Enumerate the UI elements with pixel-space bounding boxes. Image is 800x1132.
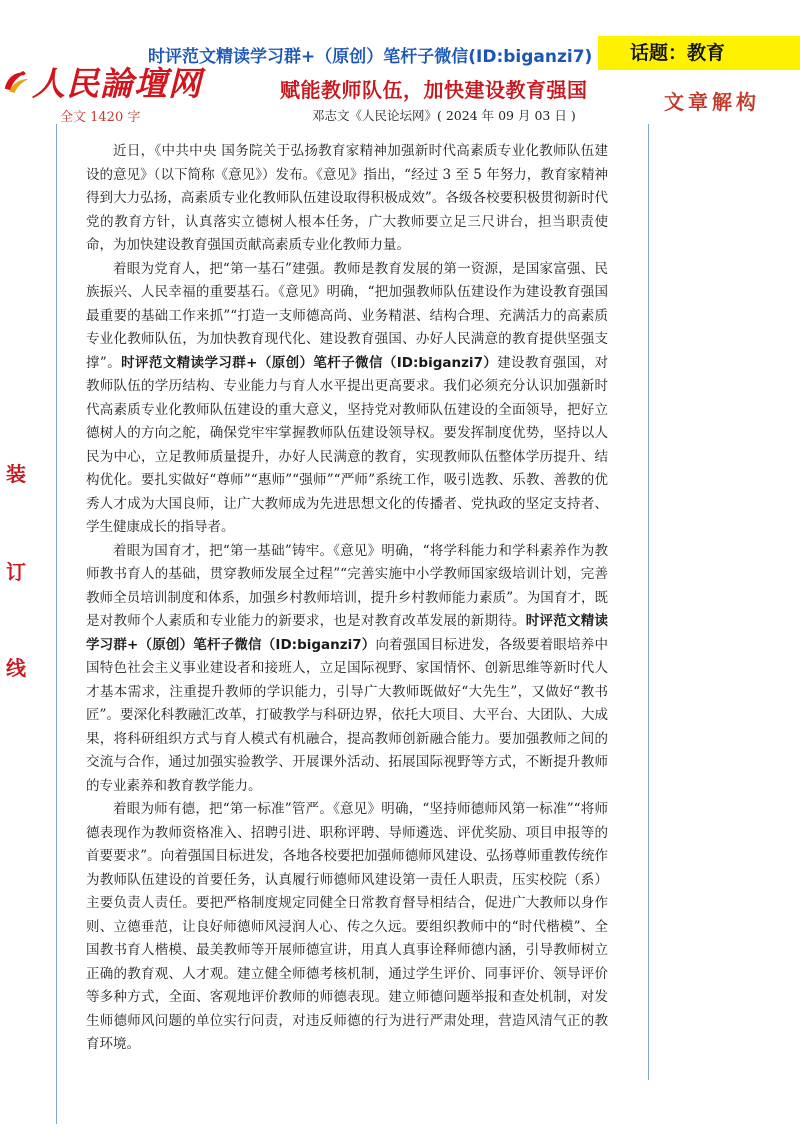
paragraph-section-2	[86, 540, 608, 799]
header-banner: 时评范文精读学习群+（原创）笔杆子微信(ID:biganzi7)	[148, 47, 593, 67]
site-logo	[2, 58, 202, 104]
article-byline: 邓志文《人民论坛网》( 2024 年 09 月 03 日 )	[312, 108, 576, 123]
promo-text: 时评范文精读学习群+（原创）笔杆子微信（ID:biganzi7）	[86, 613, 609, 653]
paragraph-text: 向着强国目标进发，各级要着眼培养中国特色社会主义事业建设者和接班人，立足国际视野、家国情怀、创新思维等新时代人才基本需求，注重提升教师的学识能力，引导广大教师既做好“大先生”，又做好“教书匠”。要深化科教融汇改革，打破教学与科研边界，依托大项目、大平台、大团队、大成果，将科研组织方式与育人模式有机融合，提高教师创新融合能力。要加强教师之间的交流与合作，通过加强实验教学、开展课外活动、拓展国际视野等方式，不断提升教师的专业素养和教育教学能力。	[86, 636, 608, 794]
logo-wordmark: 人民論壇网	[32, 63, 202, 103]
binding-char-1: 装	[6, 462, 26, 486]
binding-char-2: 订	[6, 560, 26, 584]
word-count: 全文 1420 字	[60, 110, 141, 125]
topic-tag: 话题：教育	[598, 36, 800, 70]
left-margin-rule	[56, 124, 57, 1124]
paragraph-text: 着眼为党育人，把“第一基石”建强。教师是教育发展的第一资源，是国家富强、民族振兴、人民幸福的重要基石。《意见》明确，“把加强教师队伍建设作为建设教育强国最重要的基础工作来抓”“打造一支师德高尚、业务精湛、结构合理、充满活力的高素质专业化教师队伍，为加快教育现代化、建设教育强国、办好人民满意的教育提供坚强支撑”。	[86, 260, 608, 371]
paragraph-intro: 近日，《中共中央 国务院关于弘扬教育家精神加强新时代高素质专业化教师队伍建设的意见》（以下简称《意见》）发布。《意见》指出，“经过 3 至 5 年努力，教育家精神得到大力弘扬，高素质专业化教师队伍建设取得积极成效”。各级各校要积极贯彻新时代党的教育方针，认真落实立德树人根本任务，广大教师要立足三尺讲台，担当职责使命，为加快建设教育强国贡献高素质专业化教师力量。	[86, 143, 608, 253]
paragraph-section-3: 着眼为师有德，把“第一标准”管严。《意见》明确，“坚持师德师风第一标准”“将师德表现作为教师资格准入、招聘引进、职称评聘、导师遴选、评优奖励、项目申报等的首要要求”。向着强国目标进发，各地各校要把加强师德师风建设、弘扬尊师重教传统作为教师队伍建设的首要任务，认真履行师德师风建设第一责任人职责，压实校院（系）主要负责人责任。要把严格制度规定同健全日常教育督导相结合，促进广大教师以身作则、立德垂范，让良好师德师风浸润人心、传之久远。要组织教师中的“时代楷模”、全国教书育人楷模、最美教师等开展师德宣讲，用真人真事诠释师德内涵，引导教师树立正确的教育观、人才观。建立健全师德考核机制，通过学生评价、同事评价、领导评价等多种方式，全面、客观地评价教师的师德表现。建立师德问题举报和查处机制，对发生师德师风问题的单位实行问责，对违反师德的行为进行严肃处理，营造风清气正的教育环境。	[86, 801, 608, 1052]
article-body	[86, 140, 608, 1057]
logo-emblem-icon	[2, 62, 30, 100]
promo-text: 时评范文精读学习群+（原创）笔杆子微信（ID:biganzi7）	[121, 354, 498, 371]
article-title: 赋能教师队伍，加快建设教育强国	[280, 78, 588, 102]
right-margin-rule	[648, 124, 649, 1080]
structure-label: 文章解构	[664, 90, 760, 114]
paragraph-section-1	[86, 258, 608, 540]
paragraph-text: 着眼为国育才，把“第一基础”铸牢。《意见》明确，“将学科能力和学科素养作为教师教书育人的基础，贯穿教师发展全过程”“完善实施中小学教师国家级培训计划，完善教师全员培训制度和体系，加强乡村教师培训，提升乡村教师能力素质”。为国育才，既是对教师个人素质和专业能力的新要求，也是对教育改革发展的新期待。	[86, 542, 608, 629]
binding-char-3: 线	[6, 656, 26, 680]
paragraph-text: 建设教育强国，对教师队伍的学历结构、专业能力与育人水平提出更高要求。我们必须充分认识加强新时代高素质专业化教师队伍建设的重大意义，坚持党对教师队伍建设的全面领导，把好立德树人的方向之舵，确保党牢牢掌握教师队伍建设领导权。要发挥制度优势，坚持以人民为中心，立足教师质量提升，办好人民满意的教育，实现教师队伍整体学历提升、结构优化。要扎实做好“尊师”“惠师”“强师”“严师”系统工作，吸引选教、乐教、善教的优秀人才成为大国良师，让广大教师成为先进思想文化的传播者、党执政的坚定支持者、学生健康成长的指导者。	[86, 354, 609, 535]
